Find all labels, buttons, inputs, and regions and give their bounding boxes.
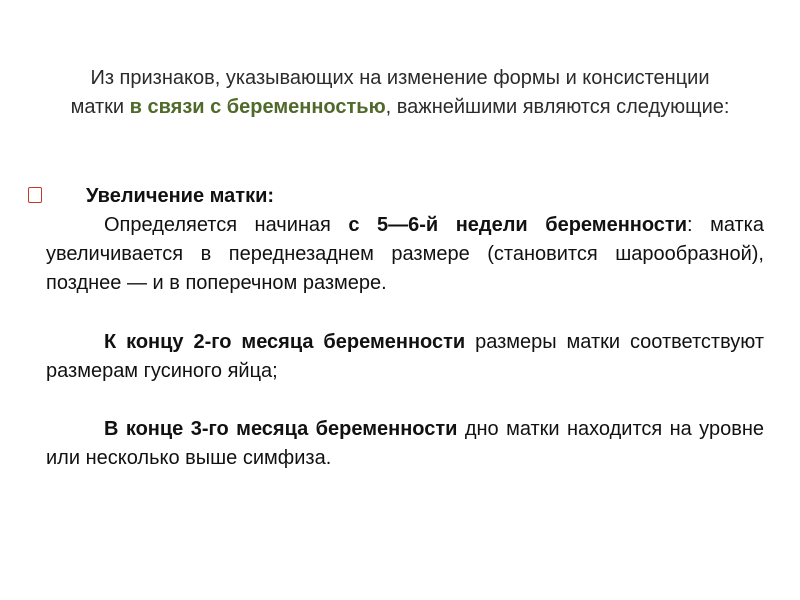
paragraph-1-rest: : матка увеличивается в переднезаднем размере (становится шарообразной), позднее — и в поперечном размере. (46, 214, 764, 294)
title-emphasis: в связи с беременностью (129, 96, 386, 118)
paragraph-1-bold: с 5—6-й недели беременности (348, 214, 688, 236)
bullet-row (28, 182, 746, 211)
paragraph-3 (28, 415, 764, 473)
bullet-item (28, 182, 746, 211)
square-outline-bullet-icon (28, 187, 42, 203)
paragraph-1-lead: Определяется начиная (104, 214, 349, 236)
title-part-1: Из признаков, указывающих на изменение формы и консистенции матки (70, 67, 710, 118)
paragraph-3-bold: В конце 3-го месяца беременности (104, 418, 458, 440)
title-part-2: , важнейшими являются следующие: (385, 96, 730, 118)
paragraph-3-rest: дно матки находится на уровне или несколько выше симфиза. (46, 418, 764, 469)
slide-title (70, 64, 730, 122)
bullet-heading: Увеличение матки: (86, 185, 275, 207)
paragraph-1 (28, 211, 764, 298)
paragraph-2 (28, 328, 764, 386)
paragraph-2-bold: К концу 2-го месяца беременности (104, 331, 466, 353)
paragraph-2-rest: размеры матки соответствуют размерам гусиного яйца; (46, 331, 764, 382)
